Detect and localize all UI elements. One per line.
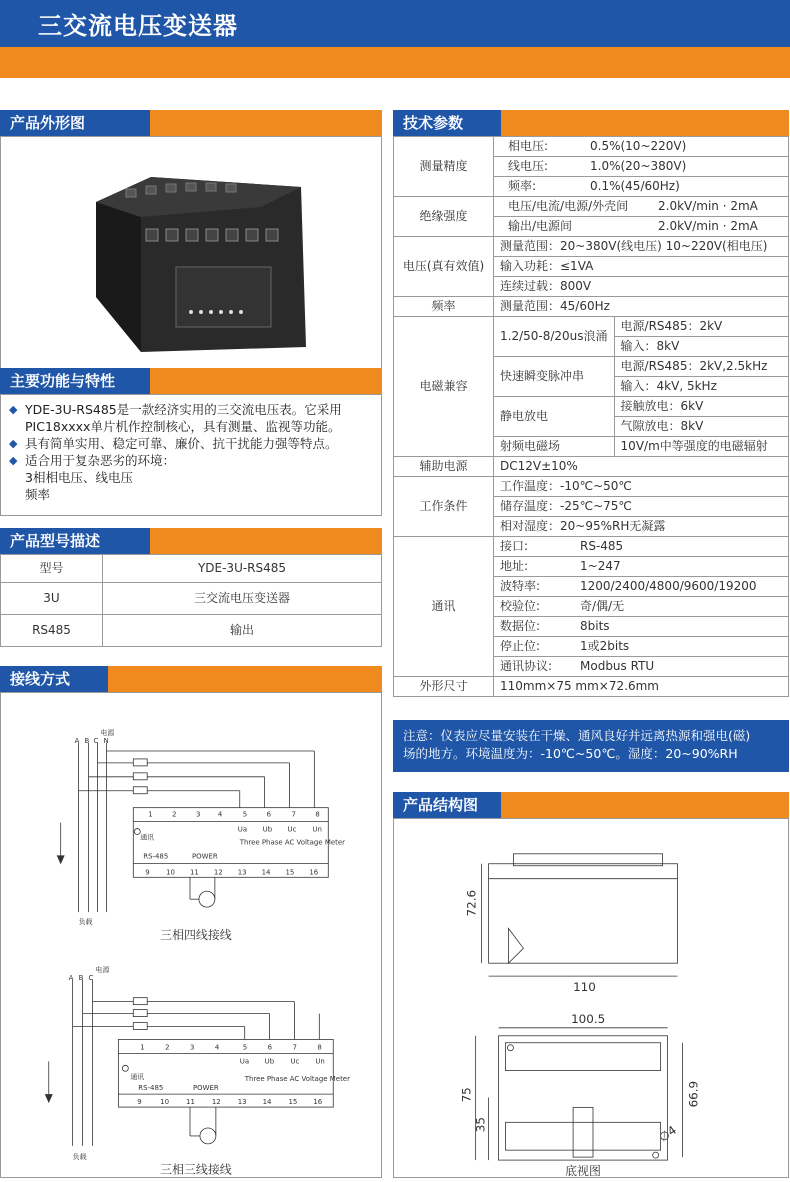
svg-text:8: 8 [317, 1043, 322, 1052]
svg-text:4: 4 [214, 1043, 220, 1052]
notice-box: 注意：仪表应尽量安装在干燥、通风良好并远离热源和强电(磁) 场的地方。环境温度为：-10℃~50℃。湿度：20~90%RH [393, 720, 789, 772]
svg-text:3: 3 [190, 1043, 195, 1052]
svg-text:A: A [74, 737, 80, 746]
feature-item: ◆ YDE-3U-RS485是一款经济实用的三交流电压表。它采用 PIC18xxxx单片机作控制核心，具有测量、监视等功能。 [9, 402, 342, 434]
svg-text:6: 6 [266, 810, 272, 819]
appearance-heading: 产品外形图 [0, 110, 150, 136]
svg-text:C: C [88, 973, 94, 982]
svg-text:Three Phase AC Voltage Meter: Three Phase AC Voltage Meter [244, 1075, 350, 1084]
svg-text:12: 12 [211, 1098, 221, 1107]
svg-text:RS-485: RS-485 [138, 1084, 164, 1093]
svg-text:16: 16 [309, 868, 319, 877]
svg-text:110: 110 [573, 980, 596, 995]
svg-text:13: 13 [237, 868, 247, 877]
svg-text:10: 10 [160, 1098, 170, 1107]
svg-text:10: 10 [166, 868, 175, 877]
svg-text:7: 7 [291, 810, 296, 819]
specs-table: 测量精度 相电压: 0.5%(10~220V) 线电压: 1.0%(20~380V) 频率: 0.1%(45/60Hz) 绝缘强度 电压/电流/电源/外壳间 2.0kV/min · 2mA 输出/电源间 2.0kV/min · 2mA 电压(真有效值) 测量范围：20~380V(线电压) 10~220V(相电压) 输入功耗：≤1VA 连续过载：800V 频率 测量范围：45/60Hz 电磁兼容 1.2/50-8/20us浪涌 电源/RS485：2kV 输入：8kV 快速瞬变脉冲串 电源/RS485：2kV,2.5kHz 输入：4kV, 5kHz 静电放电 接触放电：6kV 气隙放电：8kV 射频电磁场 10V/m中等强度的电磁辐射 辅助电源 DC12V±10% 工作条件 工作温度：-10℃~50℃ 储存温度：-25℃~75℃ 相对湿度：20~95%RH无凝露 通讯 接口: RS-485 地址: 1~247 波特率: 1200/2400/4800/9600/19200 校验位: 奇/偶/无 数据位: 8bits 停止位: 1或2bits 通讯协议: Modbus RTU 外形尺寸 110mm×75 mm×72.6mm [393, 136, 789, 697]
svg-text:2: 2 [165, 1043, 170, 1052]
appearance-section [0, 110, 382, 370]
svg-text:9: 9 [145, 868, 150, 877]
svg-text:Ub: Ub [262, 825, 273, 834]
svg-text:66.9: 66.9 [686, 1080, 701, 1108]
svg-text:16: 16 [313, 1098, 323, 1107]
svg-text:11: 11 [190, 868, 199, 877]
svg-text:负载: 负载 [72, 1152, 87, 1161]
model-section [0, 528, 382, 647]
structure-section [393, 792, 789, 1182]
svg-text:4: 4 [217, 810, 223, 819]
svg-text:Ua: Ua [239, 1057, 250, 1066]
feature-item: ◆ 适合用于复杂恶劣的环境： [9, 453, 176, 468]
page-title: 三交流电压变送器 [38, 12, 238, 40]
svg-text:100.5: 100.5 [571, 1011, 606, 1026]
svg-text:5: 5 [242, 1043, 248, 1052]
svg-text:A: A [68, 973, 74, 982]
model-heading: 产品型号描述 [0, 528, 150, 554]
four-wire-caption: 三相四线接线 [160, 927, 232, 942]
svg-text:14: 14 [262, 1098, 272, 1107]
svg-text:POWER: POWER [192, 1084, 219, 1093]
svg-text:POWER: POWER [191, 852, 218, 861]
svg-text:72.6: 72.6 [464, 889, 479, 917]
svg-text:15: 15 [288, 1098, 298, 1107]
orange-band [0, 47, 790, 78]
specs-heading: 技术参数 [393, 110, 501, 136]
svg-text:15: 15 [285, 868, 295, 877]
svg-text:B: B [78, 973, 84, 982]
svg-text:2: 2 [172, 810, 177, 819]
svg-text:通讯: 通讯 [140, 833, 155, 842]
meter-label: Three Phase AC Voltage Meter [239, 838, 345, 847]
svg-text:RS-485: RS-485 [143, 852, 169, 861]
svg-text:Uc: Uc [290, 1057, 300, 1066]
svg-text:14: 14 [261, 868, 271, 877]
diamond-bullet-icon: ◆ [9, 403, 18, 416]
structure-drawing [393, 818, 789, 1178]
product-photo [0, 136, 382, 370]
svg-text:Ua: Ua [237, 825, 248, 834]
load-label: 负载 [78, 918, 93, 927]
svg-text:7: 7 [292, 1043, 297, 1052]
svg-text:Uc: Uc [287, 825, 297, 834]
structure-heading: 产品结构图 [393, 792, 501, 818]
svg-text:∅4: ∅4 [656, 1122, 680, 1145]
wiring-section [0, 666, 382, 1182]
wiring-diagram [0, 692, 382, 1178]
svg-text:B: B [84, 737, 90, 746]
specs-section [393, 110, 789, 697]
svg-text:6: 6 [267, 1043, 273, 1052]
svg-text:Ub: Ub [264, 1057, 275, 1066]
diamond-bullet-icon: ◆ [9, 437, 18, 450]
features-heading: 主要功能与特性 [0, 368, 150, 394]
model-table [0, 554, 382, 647]
svg-text:35: 35 [473, 1117, 488, 1133]
power-source-label: 电源 [100, 729, 115, 738]
svg-text:9: 9 [137, 1098, 142, 1107]
table-row: RS485 输出 [1, 615, 382, 647]
svg-text:电源: 电源 [95, 965, 110, 974]
svg-text:75: 75 [459, 1087, 474, 1103]
features-list: ◆ YDE-3U-RS485是一款经济实用的三交流电压表。它采用 PIC18xxxx单片机作控制核心，具有测量、监视等功能。 ◆ 具有简单实用、稳定可靠、廉价、抗干扰能力强等特点。 ◆ 适合用于复杂恶劣的环境： 3相相电压、线电压 频率 [0, 394, 382, 516]
svg-text:5: 5 [242, 810, 248, 819]
table-row: 型号 YDE-3U-RS485 [1, 555, 382, 583]
svg-text:Un: Un [312, 825, 322, 834]
svg-text:C: C [93, 737, 99, 746]
feature-item: ◆ 具有简单实用、稳定可靠、廉价、抗干扰能力强等特点。 [9, 436, 338, 451]
svg-text:通讯: 通讯 [130, 1073, 145, 1082]
svg-text:3: 3 [195, 810, 201, 819]
svg-text:N: N [103, 737, 109, 746]
three-wire-caption: 三相三线接线 [160, 1162, 232, 1177]
svg-text:12: 12 [213, 868, 223, 877]
bottom-view-caption: 底视图 [565, 1164, 601, 1178]
diamond-bullet-icon: ◆ [9, 454, 18, 467]
svg-text:Un: Un [315, 1057, 325, 1066]
features-section [0, 368, 382, 516]
wiring-heading: 接线方式 [0, 666, 108, 692]
svg-text:13: 13 [237, 1098, 247, 1107]
svg-text:1: 1 [140, 1043, 145, 1052]
svg-text:11: 11 [186, 1098, 195, 1107]
device-illustration [1, 137, 381, 369]
svg-text:8: 8 [315, 810, 320, 819]
table-row: 3U 三交流电压变送器 [1, 583, 382, 615]
svg-text:1: 1 [148, 810, 153, 819]
